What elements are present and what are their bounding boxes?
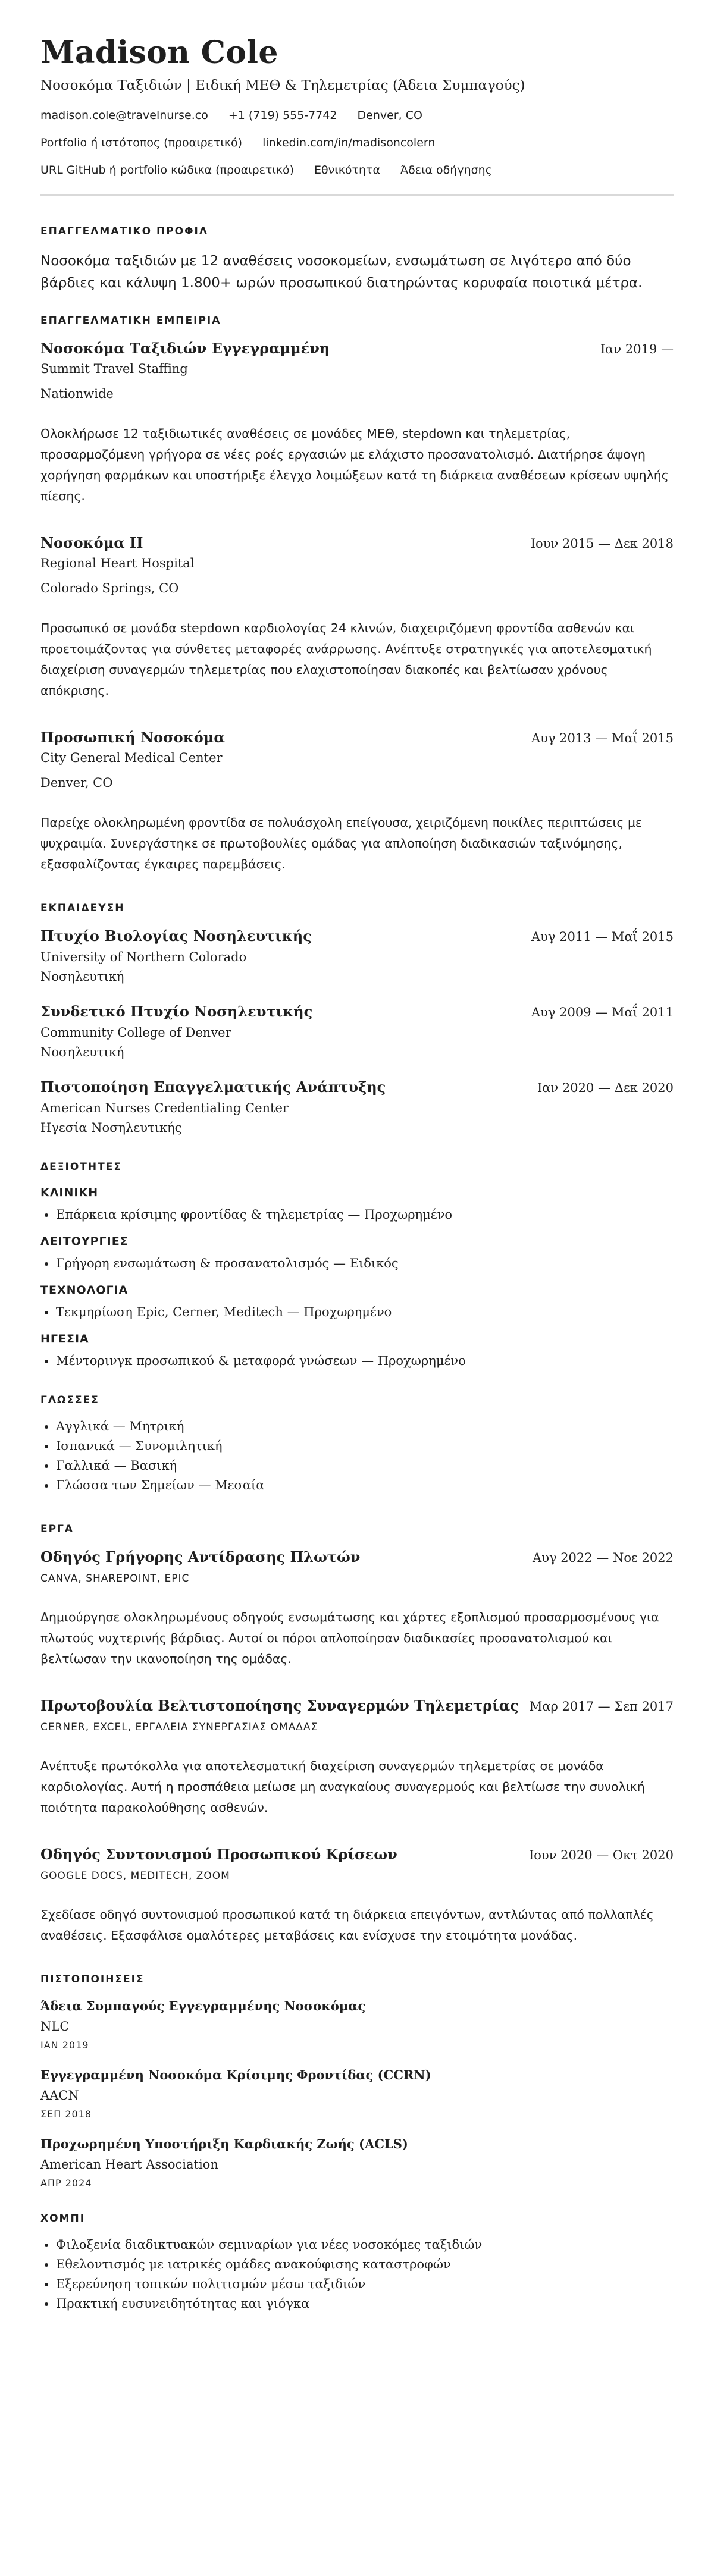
candidate-headline: Νοσοκόμα Ταξιδιών | Ειδική ΜΕΘ & Τηλεμετρίας (Άδεια Συμπαγούς) xyxy=(40,78,525,93)
certification-date: ΙΑΝ 2019 xyxy=(40,2040,89,2051)
education-section-title: ΕΚΠΑΙΔΕΥΣΗ xyxy=(40,902,125,914)
portfolio-link[interactable]: Portfolio ή ιστότοπος (προαιρετικό) xyxy=(40,136,243,149)
certification-entry xyxy=(40,2136,674,2189)
study-field: Νοσηλευτική xyxy=(40,1045,124,1059)
contact-row-1 xyxy=(40,109,674,122)
skill-group xyxy=(40,1235,674,1270)
driving-license-text: Άδεια οδήγησης xyxy=(400,164,492,177)
project-name: Οδηγός Συντονισμού Προσωπικού Κρίσεων xyxy=(40,1846,397,1863)
certification-entry xyxy=(40,2067,674,2120)
job-description: Παρείχε ολοκληρωμένη φροντίδα σε πολυάσχολη επείγουσα, χειριζόμενη ποικίλες περιπτώσεις με ψυχραιμία. Συνεργάστηκε σε πρωτοβουλίες ομάδας για απλοποίηση διαδικασιών ταξινόμησης, εξασφαλίζοντας έγκαιρες παρεμβάσεις. xyxy=(40,815,643,871)
job-title: Νοσοκόμα Ταξιδιών Εγγεγραμμένη xyxy=(40,340,330,357)
certification-entry xyxy=(40,1998,674,2051)
hobbies-section-title: ΧΟΜΠΙ xyxy=(40,2213,86,2224)
job-location: Colorado Springs, CO xyxy=(40,581,179,595)
project-description: Δημιούργησε ολοκληρωμένους οδηγούς ενσωμάτωσης και χάρτες εξοπλισμού προσαρμοσμένους για πλωτούς νυχτερινής βάρδιας. Αυτοί οι πόροι απλοποίησαν διαδικασίες προσανατολισμού και βελτίωσαν την ικανοποίηση της ομάδας. xyxy=(40,1610,659,1666)
project-tech: CANVA, SHAREPOINT, EPIC xyxy=(40,1573,190,1584)
project-entry xyxy=(40,1697,674,1818)
job-date: Ιαν 2019 — xyxy=(600,342,674,356)
project-tech: CERNER, EXCEL, ΕΡΓΑΛΕΙΑ ΣΥΝΕΡΓΑΣΙΑΣ ΟΜΑΔΑΣ xyxy=(40,1721,318,1733)
job-location: Denver, CO xyxy=(40,776,113,790)
certification-issuer: AACN xyxy=(40,2088,79,2103)
contact-row-2 xyxy=(40,136,674,149)
job-employer: Summit Travel Staffing xyxy=(40,362,188,376)
language-item: • Αγγλικά — Μητρική xyxy=(56,1419,674,1433)
project-date: Ιουν 2020 — Οκτ 2020 xyxy=(528,1848,674,1862)
experience-entry xyxy=(40,340,674,507)
location-text: Denver, CO xyxy=(357,109,422,122)
degree-title: Πτυχίο Βιολογίας Νοσηλευτικής xyxy=(40,927,312,945)
nationality-text: Εθνικότητα xyxy=(314,164,380,177)
degree-date: Ιαν 2020 — Δεκ 2020 xyxy=(537,1081,674,1095)
study-field: Ηγεσία Νοσηλευτικής xyxy=(40,1121,182,1135)
linkedin-link[interactable]: linkedin.com/in/madisoncolern xyxy=(262,136,436,149)
skill-item: • Μέντορινγκ προσωπικού & μεταφορά γνώσεων — Προχωρημένο xyxy=(56,1354,674,1368)
project-entry xyxy=(40,1548,674,1670)
certification-date: ΑΠΡ 2024 xyxy=(40,2177,92,2189)
job-employer: Regional Heart Hospital xyxy=(40,556,195,570)
degree-date: Αυγ 2011 — Μαΐ 2015 xyxy=(531,930,674,944)
skill-category: ΚΛΙΝΙΚΗ xyxy=(40,1186,99,1199)
languages-list xyxy=(40,1419,674,1492)
hobbies-list xyxy=(40,2238,674,2311)
degree-title: Συνδετικό Πτυχίο Νοσηλευτικής xyxy=(40,1003,313,1020)
school-name: American Nurses Credentialing Center xyxy=(40,1101,289,1115)
project-name: Οδηγός Γρήγορης Αντίδρασης Πλωτών xyxy=(40,1548,361,1565)
job-description: Ολοκλήρωσε 12 ταξιδιωτικές αναθέσεις σε μονάδες ΜΕΘ, stepdown και τηλεμετρίας, προσαρμοζόμενη γρήγορα σε νέες ροές εργασιών με ελάχιστο προσανατολισμό. Διατήρησε άψογη χορήγηση φαρμάκων και υποστήριξε έλεγχο λοιμώξεων κατά τη διάρκεια αναθέσεων κρίσεων υψηλής πίεσης. xyxy=(40,426,669,503)
skill-group xyxy=(40,1186,674,1222)
skill-item: • Επάρκεια κρίσιμης φροντίδας & τηλεμετρίας — Προχωρημένο xyxy=(56,1207,674,1222)
job-description: Προσωπικό σε μονάδα stepdown καρδιολογίας 24 κλινών, διαχειριζόμενη φροντίδα ασθενών και προετοιμάζοντας για σύνθετες μεταφορές ανάρρωσης. Ανέπτυξε στρατηγικές για αποτελεσματική διαχείριση συναγερμών τηλεμετρίας που ελαχιστοποίησαν διακοπές και βελτίωσαν χρόνους απόκρισης. xyxy=(40,621,652,698)
experience-entry xyxy=(40,534,674,701)
education-entry xyxy=(40,1078,674,1135)
hobby-item: • Πρακτική ευσυνειδητότητας και γιόγκα xyxy=(56,2296,674,2311)
degree-date: Αυγ 2009 — Μαΐ 2011 xyxy=(531,1005,674,1019)
experience-section-title: ΕΠΑΓΓΕΛΜΑΤΙΚΗ ΕΜΠΕΙΡΙΑ xyxy=(40,315,221,327)
certification-name: Άδεια Συμπαγούς Εγγεγραμμένης Νοσοκόμας xyxy=(40,1998,366,2013)
education-entry xyxy=(40,927,674,984)
project-description: Ανέπτυξε πρωτόκολλα για αποτελεσματική διαχείριση συναγερμών τηλεμετρίας σε μονάδα καρδιολογίας. Αυτή η προσπάθεια μείωσε μη αναγκαίους συναγερμούς και βελτίωσε την συνολική ποιότητα παρακολούθησης ασθενών. xyxy=(40,1759,645,1815)
degree-title: Πιστοποίηση Επαγγελματικής Ανάπτυξης xyxy=(40,1078,386,1096)
skill-category: ΛΕΙΤΟΥΡΓΙΕΣ xyxy=(40,1235,129,1248)
languages-section-title: ΓΛΩΣΣΕΣ xyxy=(40,1394,99,1406)
skill-group xyxy=(40,1284,674,1319)
certification-issuer: American Heart Association xyxy=(40,2157,218,2172)
skill-group xyxy=(40,1332,674,1368)
language-item: • Γλώσσα των Σημείων — Μεσαία xyxy=(56,1478,674,1492)
school-name: Community College of Denver xyxy=(40,1025,231,1040)
skill-category: ΗΓΕΣΙΑ xyxy=(40,1332,89,1345)
project-tech: GOOGLE DOCS, MEDITECH, ZOOM xyxy=(40,1870,230,1882)
skill-item: • Τεκμηρίωση Epic, Cerner, Meditech — Προχωρημένο xyxy=(56,1305,674,1319)
language-item: • Γαλλικά — Βασική xyxy=(56,1458,674,1473)
phone-number[interactable]: +1 (719) 555-7742 xyxy=(228,109,337,122)
certification-name: Προχωρημένη Υποστήριξη Καρδιακής Ζωής (ACLS) xyxy=(40,2136,408,2151)
project-date: Αυγ 2022 — Νοε 2022 xyxy=(533,1551,674,1565)
job-employer: City General Medical Center xyxy=(40,751,223,765)
job-title: Προσωπική Νοσοκόμα xyxy=(40,729,225,746)
projects-section-title: ΕΡΓΑ xyxy=(40,1523,74,1535)
certification-issuer: NLC xyxy=(40,2019,70,2034)
profile-summary: Νοσοκόμα ταξιδιών με 12 αναθέσεις νοσοκομείων, ενσωμάτωση σε λιγότερο από δύο βάρδιες και κάλυψη 1.800+ ωρών προσωπικού διατηρώντας κορυφαία ποιοτικά μέτρα. xyxy=(40,253,643,291)
skill-category: ΤΕΧΝΟΛΟΓΙΑ xyxy=(40,1284,129,1297)
job-location: Nationwide xyxy=(40,387,114,401)
skill-item: • Γρήγορη ενσωμάτωση & προσανατολισμός — Ειδικός xyxy=(56,1256,674,1270)
job-date: Ιουν 2015 — Δεκ 2018 xyxy=(530,536,674,551)
header-divider xyxy=(40,194,674,196)
experience-entry xyxy=(40,729,674,875)
contact-row-3 xyxy=(40,164,674,177)
project-date: Μαρ 2017 — Σεπ 2017 xyxy=(529,1699,674,1714)
language-item: • Ισπανικά — Συνομιλητική xyxy=(56,1439,674,1453)
hobby-item: • Φιλοξενία διαδικτυακών σεμιναρίων για νέες νοσοκόμες ταξιδιών xyxy=(56,2238,674,2252)
certification-date: ΣΕΠ 2018 xyxy=(40,2109,92,2120)
job-title: Νοσοκόμα II xyxy=(40,534,143,551)
study-field: Νοσηλευτική xyxy=(40,969,124,984)
github-link[interactable]: URL GitHub ή portfolio κώδικα (προαιρετικό) xyxy=(40,164,295,177)
email-link[interactable]: madison.cole@travelnurse.co xyxy=(40,109,208,122)
school-name: University of Northern Colorado xyxy=(40,950,247,964)
certifications-section-title: ΠΙΣΤΟΠΟΙΗΣΕΙΣ xyxy=(40,1973,145,1985)
certification-name: Εγγεγραμμένη Νοσοκόμα Κρίσιμης Φροντίδας (CCRN) xyxy=(40,2067,431,2082)
skills-section-title: ΔΕΞΙΟΤΗΤΕΣ xyxy=(40,1161,122,1173)
hobby-item: • Εξερεύνηση τοπικών πολιτισμών μέσω ταξιδιών xyxy=(56,2277,674,2291)
education-entry xyxy=(40,1003,674,1059)
hobby-item: • Εθελοντισμός με ιατρικές ομάδες ανακούφισης καταστροφών xyxy=(56,2257,674,2271)
profile-section-title: ΕΠΑΓΓΕΛΜΑΤΙΚΟ ΠΡΟΦΙΛ xyxy=(40,225,209,237)
project-name: Πρωτοβουλία Βελτιστοποίησης Συναγερμών Τηλεμετρίας xyxy=(40,1697,519,1714)
project-description: Σχεδίασε οδηγό συντονισμού προσωπικού κατά τη διάρκεια επειγόντων, αντλώντας από πολλαπλές αναθέσεις. Εξασφάλισε ομαλότερες μεταβάσεις και ενίσχυσε την ετοιμότητα μονάδας. xyxy=(40,1907,654,1943)
candidate-name: Madison Cole xyxy=(40,34,278,71)
job-date: Αυγ 2013 — Μαΐ 2015 xyxy=(531,731,674,745)
project-entry xyxy=(40,1846,674,1946)
